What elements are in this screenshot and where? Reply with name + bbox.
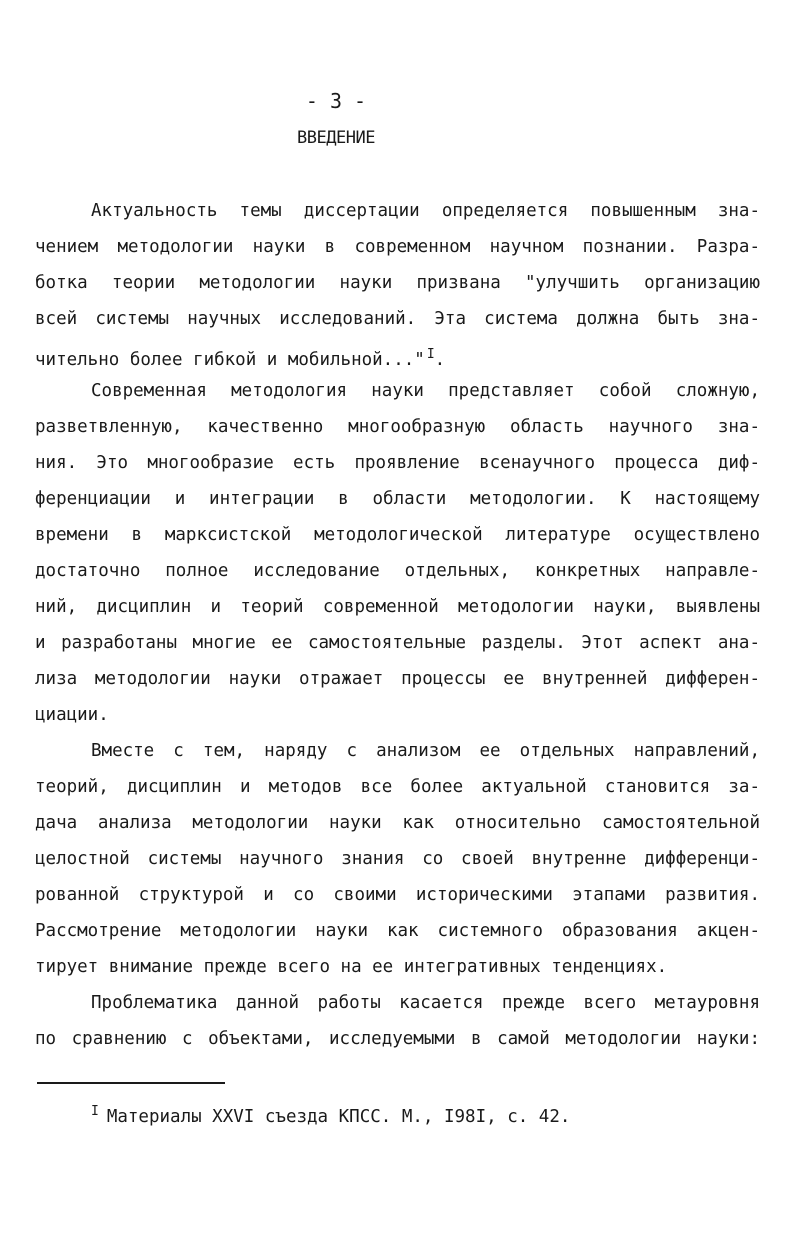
text-line: и разработаны многие ее самостоятельные разделы. Этот аспект ана- xyxy=(35,633,760,653)
footnote xyxy=(91,1100,570,1129)
text-line: целостной системы научного знания со своей внутренне дифференци- xyxy=(35,849,760,869)
text-line: ференциации и интеграции в области методологии. К настоящему xyxy=(35,489,760,509)
text-line: рованной структурой и со своими историческими этапами развития. xyxy=(35,885,760,905)
section-heading: ВВЕДЕНИЕ xyxy=(297,128,375,148)
text-line: Современная методология науки представляет собой сложную, xyxy=(91,381,760,401)
footnote-reference: I xyxy=(426,347,435,362)
text-line: ний, дисциплин и теорий современной методологии науки, выявлены xyxy=(35,597,760,617)
text-line: Рассмотрение методологии науки как системного образования акцен- xyxy=(35,921,760,941)
text-line: лиза методологии науки отражает процессы ее внутренней дифферен- xyxy=(35,669,760,689)
footnote-divider xyxy=(37,1082,225,1084)
text-line: ботка теории методологии науки призвана "улучшить организацию xyxy=(35,273,760,293)
text-line: тирует внимание прежде всего на ее интегративных тенденциях. xyxy=(35,957,668,977)
text-line: ния. Это многообразие есть проявление всенаучного процесса диф- xyxy=(35,453,760,473)
text-line: Проблематика данной работы касается прежде всего метауровня xyxy=(91,993,760,1013)
text-line: дача анализа методологии науки как относительно самостоятельной xyxy=(35,813,760,833)
footnote-marker: I xyxy=(91,1104,99,1119)
text-line: Вместе с тем, наряду с анализом ее отдельных направлений, xyxy=(91,741,760,761)
text-line: разветвленную, качественно многообразную область научного зна- xyxy=(35,417,760,437)
text-line-end: . xyxy=(434,350,446,370)
text-line: всей системы научных исследований. Эта система должна быть зна- xyxy=(35,309,760,329)
text-line xyxy=(35,343,760,372)
page-number: - 3 - xyxy=(305,89,367,113)
text-line: циации. xyxy=(35,705,109,725)
text-line: достаточно полное исследование отдельных, конкретных направле- xyxy=(35,561,760,581)
text-line: времени в марксистской методологической литературе осуществлено xyxy=(35,525,760,545)
text-line: теорий, дисциплин и методов все более актуальной становится за- xyxy=(35,777,760,797)
text-line: Актуальность темы диссертации определяется повышенным зна- xyxy=(91,201,760,221)
footnote-text: Материалы XXVI съезда КПСС. М., I98I, с. 42. xyxy=(106,1107,571,1127)
text-line: чением методологии науки в современном научном познании. Разра- xyxy=(35,237,760,257)
text-line-content: чительно более гибкой и мобильной..." xyxy=(35,350,425,370)
text-line: по сравнению с объектами, исследуемыми в самой методологии науки: xyxy=(35,1029,760,1049)
